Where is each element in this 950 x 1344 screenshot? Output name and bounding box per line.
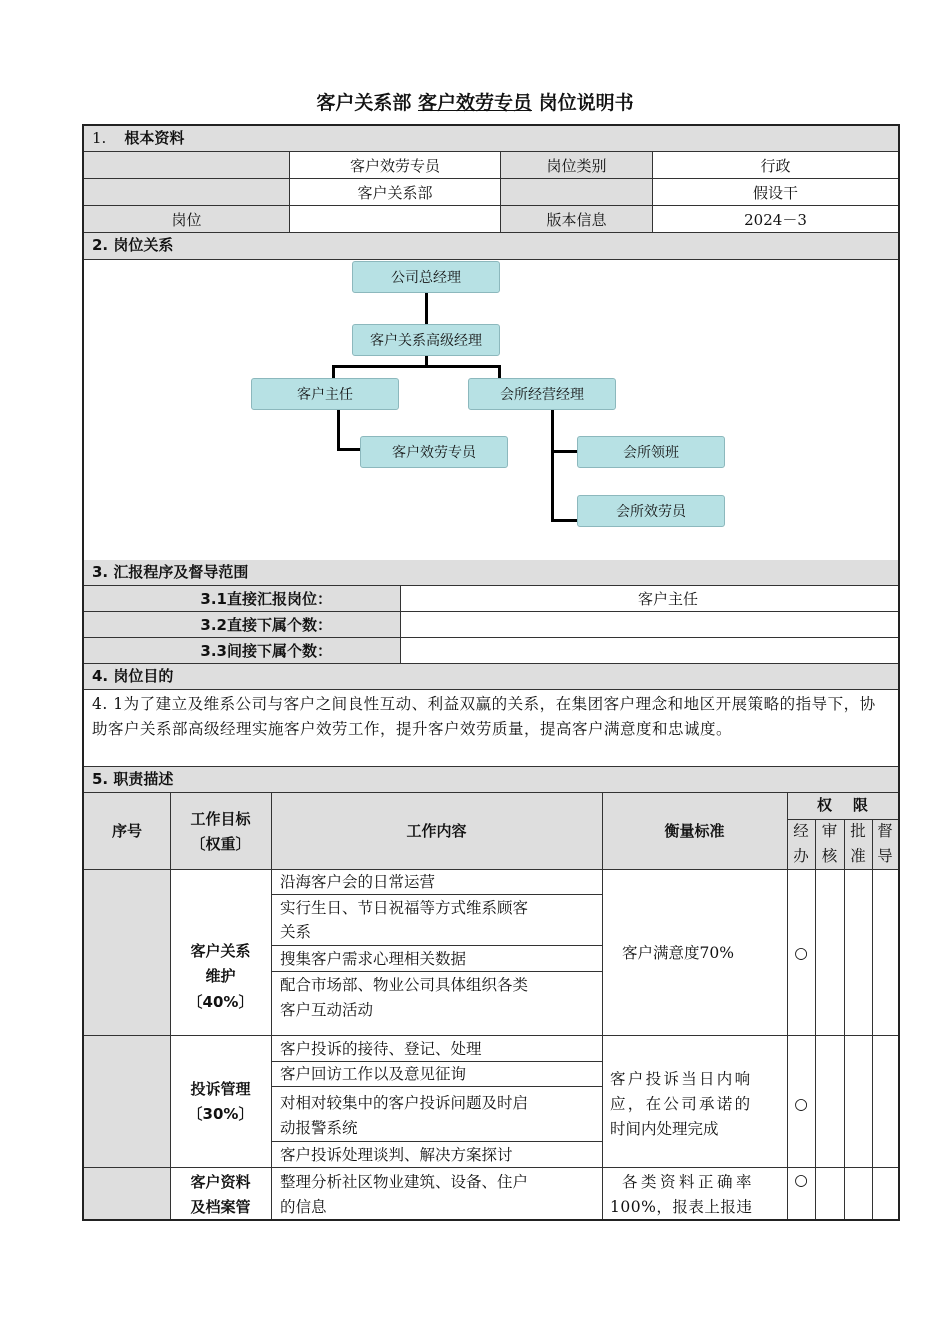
hline-g1-end xyxy=(84,1035,898,1036)
vline-7 xyxy=(872,819,873,1221)
sec1-num: 1. xyxy=(92,129,107,147)
basic-position-label: 岗位 xyxy=(84,206,290,232)
g1-goal-a: 客户关系 xyxy=(190,942,251,960)
basic-r2-label2 xyxy=(501,179,653,205)
g3-standard-a: 各类资料正确率 xyxy=(622,1173,756,1191)
org-box-club-manager: 会所经营经理 xyxy=(468,378,616,410)
hdr-seq: 序号 xyxy=(111,822,142,840)
org-box-senior: 客户关系高级经理 xyxy=(352,324,500,356)
hdr-a3a: 批 xyxy=(850,822,866,840)
hdr-standard: 衡量标准 xyxy=(664,822,725,840)
g2-standard-c: 时间内处理完成 xyxy=(610,1120,719,1138)
sec1-heading: 根本资料 xyxy=(124,129,185,147)
report-indirect-label: 3.3间接下属个数： xyxy=(84,638,401,663)
g2-standard-b: 应，在公司承诺的 xyxy=(610,1095,753,1113)
basic-row-2 xyxy=(84,179,898,206)
purpose-text: 4. 1为了建立及维系公司与客户之间良性互动、利益双赢的关系，在集团客户理念和地区开展策略的指导下，协助客户关系部高级经理实施客户效劳工作，提升客户效劳质量，提高客户满意度和忠诚度。 xyxy=(84,690,898,767)
org-line-left xyxy=(332,365,335,379)
report-subordinate-label: 3.2直接下属个数： xyxy=(84,612,401,637)
report-subordinate-value xyxy=(401,612,898,637)
hdr-a4b: 导 xyxy=(877,847,893,865)
hline-g2-3 xyxy=(271,1141,602,1142)
basic-position-name: 客户效劳专员 xyxy=(290,152,501,178)
hdr-goal-a: 工作目标 xyxy=(190,810,251,828)
basic-version-value: 2024－3 xyxy=(744,210,807,229)
job-description-table xyxy=(82,124,900,1221)
duties-table xyxy=(84,793,898,1221)
basic-type-label: 岗位类别 xyxy=(501,152,653,178)
section-relations-heading: 2. 岗位关系 xyxy=(84,233,898,260)
org-chart xyxy=(84,260,898,561)
org-line-staff xyxy=(551,519,578,522)
title-position: 客户效劳专员 xyxy=(417,92,532,114)
vline-6 xyxy=(844,819,845,1221)
basic-r2-label xyxy=(84,179,290,205)
report-row-3 xyxy=(84,638,898,664)
report-direct-label: 3.1直接汇报岗位： xyxy=(84,586,401,611)
g2-item-4: 客户投诉处理谈判、解决方案探讨 xyxy=(280,1146,513,1164)
vline-3 xyxy=(602,793,603,1221)
org-box-gm: 公司总经理 xyxy=(352,261,500,293)
org-box-staff: 会所效劳员 xyxy=(577,495,725,527)
g3-goal-a: 客户资料 xyxy=(190,1173,251,1191)
vline-5 xyxy=(815,819,816,1221)
org-box-director: 客户主任 xyxy=(251,378,399,410)
hdr-a1a: 经 xyxy=(793,822,809,840)
vline-2 xyxy=(271,793,272,1221)
hdr-a2b: 核 xyxy=(821,847,838,865)
basic-type-value: 行政 xyxy=(760,156,791,175)
hdr-authority: 权 限 xyxy=(817,796,868,814)
g2-item-2: 客户回访工作以及意见征询 xyxy=(280,1065,467,1083)
g2-mark: ○ xyxy=(794,1095,808,1113)
section-duties-heading: 5. 职责描述 xyxy=(84,767,898,793)
g1-mark: ○ xyxy=(794,944,808,962)
g1-item-1: 沿海客户会的日常运营 xyxy=(280,873,436,891)
report-row-1 xyxy=(84,586,898,612)
org-line-leader xyxy=(551,450,578,453)
org-line-branch xyxy=(332,365,500,368)
section-reporting-heading: 3. 汇报程序及督导范围 xyxy=(84,560,898,586)
duties-seq-bg xyxy=(84,869,170,1221)
basic-dept: 客户关系部 xyxy=(290,179,501,205)
g1-item-2b: 关系 xyxy=(280,923,312,941)
basic-version-label: 版本信息 xyxy=(501,206,653,232)
g2-item-3b: 动报警系统 xyxy=(280,1119,358,1137)
org-box-specialist: 客户效劳专员 xyxy=(360,436,508,468)
hdr-a3b: 准 xyxy=(850,847,866,865)
section-basic-info-heading xyxy=(84,126,898,152)
org-line-director xyxy=(337,410,340,450)
g2-goal-b: 〔30%〕 xyxy=(187,1105,254,1123)
g1-goal-c: 〔40%〕 xyxy=(187,993,254,1011)
basic-row-3 xyxy=(84,206,898,233)
g1-item-4b: 客户互动活动 xyxy=(280,1001,374,1019)
g3-mark: ○ xyxy=(794,1171,808,1189)
title-dept: 客户关系部 xyxy=(316,92,412,114)
g3-item-1b: 的信息 xyxy=(280,1198,327,1216)
g3-item-1a: 整理分析社区物业建筑、设备、住户 xyxy=(280,1173,529,1191)
basic-r1-label xyxy=(84,152,290,178)
org-line-gm xyxy=(425,292,428,325)
basic-row-1 xyxy=(84,152,898,179)
hdr-a4a: 督 xyxy=(877,822,893,840)
hdr-a2a: 审 xyxy=(821,822,838,840)
org-box-leader: 会所领班 xyxy=(577,436,725,468)
report-direct-value: 客户主任 xyxy=(637,590,698,608)
hdr-a1b: 办 xyxy=(793,847,809,865)
org-line-club xyxy=(551,410,554,522)
g3-standard-b: 100%，报表上报违 xyxy=(610,1198,753,1216)
g1-item-2a: 实行生日、节日祝福等方式维系顾客 xyxy=(280,899,529,917)
org-line-right xyxy=(498,365,501,379)
title-doc: 岗位说明书 xyxy=(538,92,634,114)
g2-item-3a: 对相对较集中的客户投诉问题及时启 xyxy=(280,1094,529,1112)
g1-item-3: 搜集客户需求心理相关数据 xyxy=(280,950,467,968)
g2-standard-a: 客户投诉当日内响 xyxy=(610,1070,753,1088)
report-row-2 xyxy=(84,612,898,638)
hline-header xyxy=(84,869,898,870)
hline-g1-2 xyxy=(271,945,602,946)
basic-position-value xyxy=(290,206,501,232)
hdr-content: 工作内容 xyxy=(406,822,467,840)
g1-item-4a: 配合市场部、物业公司具体组织各类 xyxy=(280,976,529,994)
g2-item-1: 客户投诉的接待、登记、处理 xyxy=(280,1040,482,1058)
document-title xyxy=(0,88,950,115)
g2-goal-a: 投诉管理 xyxy=(190,1080,251,1098)
hdr-goal-b: 〔权重〕 xyxy=(190,835,251,853)
g1-standard: 客户满意度70% xyxy=(622,944,734,962)
basic-count: 假设干 xyxy=(752,183,798,202)
report-indirect-value xyxy=(401,638,898,663)
g3-goal-b: 及档案管 xyxy=(190,1198,251,1216)
section-purpose-heading: 4. 岗位目的 xyxy=(84,664,898,690)
org-line-specialist xyxy=(337,448,361,451)
g1-goal-b: 维护 xyxy=(205,967,236,985)
